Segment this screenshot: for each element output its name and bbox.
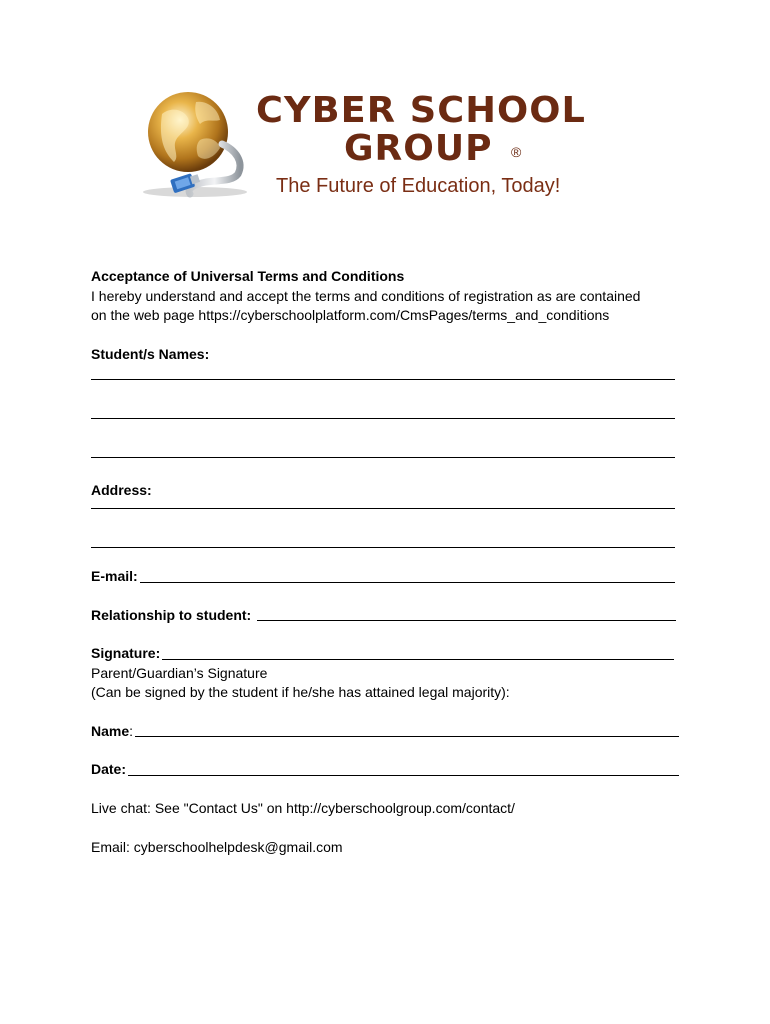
relationship-row [91,606,676,626]
email-contact-text: Email: cyberschoolhelpdesk@gmail.com [91,838,343,855]
intro-line-2: on the web page https://cyberschoolplatform.com/CmsPages/terms_and_conditions [91,307,610,323]
intro-line-1: I hereby understand and accept the terms and conditions of registration as are contained [91,287,641,304]
name-label: Name [91,722,130,739]
relationship-field[interactable] [257,620,676,621]
students-label: Student/s Names: [91,346,210,362]
brand-name-line2: GROUP [344,128,493,169]
brand-name-line1: CYBER SCHOOL [256,90,586,131]
signature-field[interactable] [162,659,674,660]
date-row [91,760,679,780]
signature-label: Signature: [91,645,161,661]
address-label: Address: [91,481,152,498]
relationship-label: Relationship to student: [91,606,252,623]
email-row [91,567,675,587]
live-chat-text: Live chat: See "Contact Us" on http://cyberschoolgroup.com/contact/ [91,799,515,816]
form-heading: Acceptance of Universal Terms and Conditions [91,268,405,284]
terms-form [91,267,691,857]
email-field[interactable] [140,582,675,583]
name-row [91,722,679,742]
date-field[interactable] [128,775,679,776]
email-label: E-mail: [91,568,138,584]
logo [140,84,660,209]
tagline: The Future of Education, Today! [276,175,561,197]
signature-note: (Can be signed by the student if he/she has attained legal majority): [91,684,510,700]
name-colon: : [129,722,134,739]
registered-mark: ® [511,144,522,160]
name-field[interactable] [135,736,679,737]
signature-caption: Parent/Guardian’s Signature [91,664,268,681]
globe-cable-icon [140,84,260,209]
date-label: Date: [91,761,127,777]
signature-row [91,644,674,664]
